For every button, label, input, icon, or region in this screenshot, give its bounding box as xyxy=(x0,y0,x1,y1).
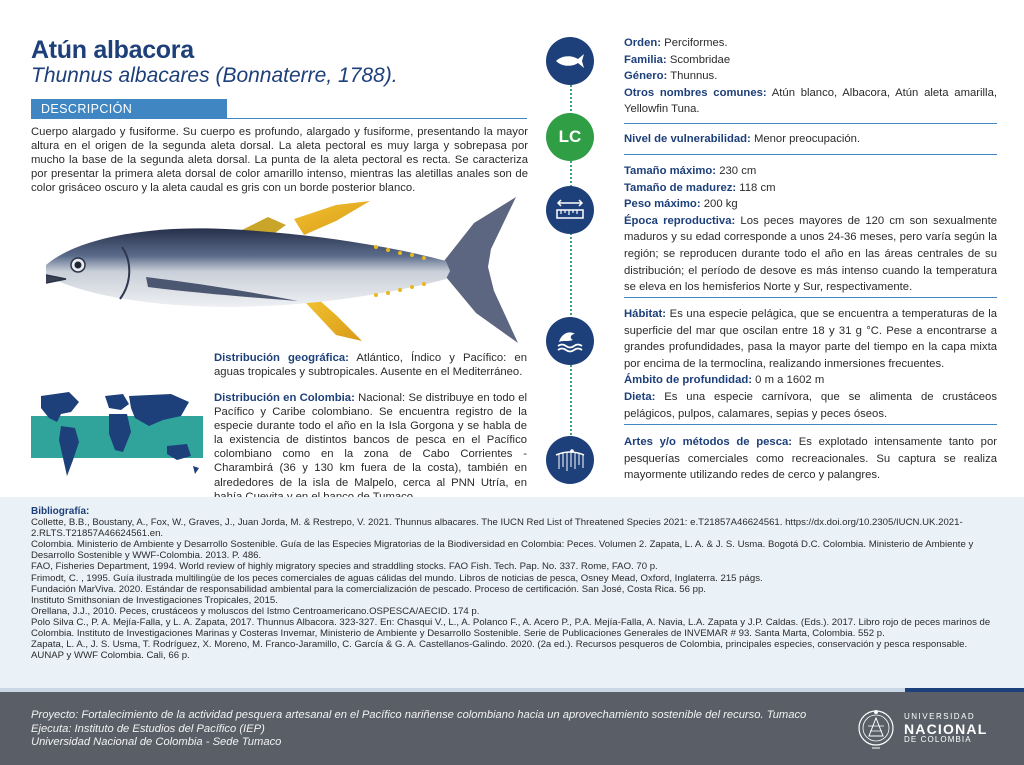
bibliography-entry: Collette, B.B., Boustany, A., Fox, W., Graves, J., Juan Jorda, M. & Restrepo, V. 2021. Thunnus albacares. The IUCN Red List of Threatened Species 2021: e.T21857A46624561. https://dx.doi.org/10.2305/IUCN.UK.2021-2.RLTS.T21857A46624561.en. xyxy=(31,517,963,540)
family-label: Familia: xyxy=(624,53,667,66)
bibliography-entry: Fundación MarViva. 2020. Estándar de responsabilidad ambiental para la comercialización de pescado. Proceso de certificación. San José, Costa Rica. 56 pp. xyxy=(31,583,706,595)
max-weight-label: Peso máximo: xyxy=(624,198,701,211)
fishing-value: Es explotado intensamente tanto por pesquerías comerciales como recreacionales. Su captura se realiza mayormente utilizando redes de cerco y palangres. xyxy=(624,436,997,482)
maturity-size-value: 118 cm xyxy=(736,181,776,194)
tuna-illustration xyxy=(36,195,526,345)
genus-value: Thunnus. xyxy=(667,70,718,83)
maturity-size-label: Tamaño de madurez: xyxy=(624,181,737,194)
order-row xyxy=(624,35,997,52)
caudal-fin-shape xyxy=(444,197,518,343)
habitat-value: Es una especie pelágica, que se encuentra a temperaturas de la superficie del mar que oscilan entre 18 y 31 g °C. Pese a encontrarse a grandes profundidades, pasa la mayor parte del tiempo en la capa mixta por encima de la termoclina, realizando inmersiones frecuentes. xyxy=(624,308,997,370)
max-size-value: 230 cm xyxy=(716,165,757,177)
geographic-distribution xyxy=(214,351,527,379)
diet-label: Dieta: xyxy=(624,390,656,403)
maturity-size-row xyxy=(624,180,997,197)
bibliography-entry: Orellana, J.J., 2010. Peces, crustáceos y moluscos del Istmo Centroamericano.OSPESCA/AECID. 174 p. xyxy=(31,605,480,617)
depth-label: Ámbito de profundidad: xyxy=(624,374,753,387)
divider-taxonomy xyxy=(624,123,997,124)
description-divider xyxy=(31,118,527,119)
family-value: Scombridae xyxy=(666,53,731,66)
bibliography-entry: Instituto Smithsonian de Investigaciones Tropicales, 2015. xyxy=(31,594,278,606)
university-line: Universidad Nacional de Colombia - Sede Tumaco xyxy=(31,736,282,749)
scientific-name: Thunnus albacares (Bonnaterre, 1788). xyxy=(31,64,398,87)
family-row xyxy=(624,52,997,69)
diet-row xyxy=(624,389,997,422)
reproduction-value: Los peces mayores de 120 cm son sexualmente maduros y su edad corresponde a unos 24-36 meses, pero varía según la región; se reproducen durante todo el año en las áreas centrales de su distribución; el período de desove es más intenso cuando la temperatura se eleva en los hemisferios Norte y Sur, respectivamente. xyxy=(624,214,997,294)
order-value: Perciformes. xyxy=(661,37,728,49)
description-text: Cuerpo alargado y fusiforme. Su cuerpo es profundo, alargado y fusiforme, presentando la mayor altura en el origen de la segunda aleta dorsal. La aleta pectoral es muy larga y sobrepasa por mucho la base de la segunda aleta dorsal. La punta de la aleta pectoral es recta. Se caracteriza por presentar la primera aleta dorsal de color amarillo intenso, mientras las aletillas anales son de color grisáceo oscuro y la aleta caudal es gris con un borde posterior blanco. xyxy=(31,126,528,195)
page-title: Atún albacora xyxy=(31,36,194,64)
geographic-distribution-value: Atlántico, Índico y Pacífico: en aguas tropicales y subtropicales. Ausente en el Mediterráneo. xyxy=(214,352,527,379)
bibliography-entry: Colombia. Ministerio de Ambiente y Desarrollo Sostenible. Guía de las Especies Migratorias de la Biodiversidad en Colombia: Peces. Volumen 2. Zapata, L. A. & J. S. Usma. Bogotá D.C. Colombia. Ministerio de Ambiente y Desarrollo Sostenible y WWF-Colombia. 2013. P. 486. xyxy=(31,539,974,562)
depth-row xyxy=(624,372,997,389)
max-weight-value: 200 kg xyxy=(700,198,738,211)
bibliography-entry: Polo Silva C., P. A. Mejía-Falla, y L. A. Zapata, 2017. Thunnus Albacora. 323-327. En: Chasqui V., L., A. Polanco F., A. Acero P., P.A. Mejía-Falla, A. Navia, L.A. Zapata y J.P. Caldas. (Eds.). 2017. Libro rojo de peces marinos de Colombia. Instituto de Investigaciones Marinas y Costeras Invemar, Ministerio de Ambiente y Desarrollo Sostenible. Serie de Publicaciones Generales de INVEMAR # 93. Santa Marta, Colombia. 552 p. xyxy=(31,616,991,640)
bibliography-entry: Frimodt, C. , 1995. Guía ilustrada multilingüe de los peces comerciales de aguas cálidas del mundo. Libros de noticias de pesca, Osney Mead, Oxford, Inglaterra. 215 págs. xyxy=(31,572,763,584)
geographic-distribution-label: Distribución geográfica: xyxy=(214,352,349,364)
habitat-label: Hábitat: xyxy=(624,308,667,320)
colombia-distribution-value: Nacional: Se distribuye en todo el Pacífico y Caribe colombiano. Se encuentra registro de la especie durante todo el año en la Isla Gorgona y se habla de la existencia de distintos bancos de pesca en el Pacífico colombiano como en la zona de Cabo Corrientes - Charambirá (36 y 130 km fuera de la costa), también en alrededores de la isla de Malpelo, cerca al PNN Utría, en xyxy=(214,392,527,489)
other-names-row xyxy=(624,85,997,118)
bibliography-entry: FAO, Fisheries Department, 1994. World review of highly migratory species and straddling stocks. FAO Fish. Tech. Pap. No. 337. Rome, FAO. 70 p. xyxy=(31,561,658,573)
reproduction-label: Época reproductiva: xyxy=(624,214,736,227)
divider-vulnerability xyxy=(624,154,997,155)
depth-value: 0 m a 1602 m xyxy=(752,374,825,387)
footer xyxy=(0,692,1024,765)
bibliography-entry: Zapata, L. A., J. S. Usma, T. Rodríguez, X. Moreno, M. Franco-Jaramillo, C. García & G. A. Castellanos-Galindo. 2020. (2a ed.). Recursos pesqueros de Colombia, principales especies, conservación y pesca responsable. AUNAP y WWF Colombia. Cali, 66 p. xyxy=(31,639,968,662)
vulnerability-status-code: LC xyxy=(558,127,582,146)
fishing-block xyxy=(624,434,997,484)
divider-biometrics xyxy=(624,297,997,298)
logo-line-3: DE COLOMBIA xyxy=(904,735,972,745)
university-seal-icon xyxy=(856,706,896,752)
wave-icon xyxy=(546,317,594,365)
fishing-gear-icon xyxy=(546,436,594,484)
university-logo-text xyxy=(904,713,987,744)
dorsal-fin-shape xyxy=(294,201,370,235)
university-logo xyxy=(856,704,1016,754)
biometrics-block xyxy=(624,163,997,296)
habitat-row xyxy=(624,306,997,372)
distribution-map xyxy=(31,388,203,483)
divider-habitat xyxy=(624,424,997,425)
taxonomy-block xyxy=(624,35,997,118)
anal-fin-shape xyxy=(306,299,362,341)
ruler-icon xyxy=(546,186,594,234)
vulnerability-value: Menor preocupación. xyxy=(750,133,861,145)
vulnerability-status-icon xyxy=(546,113,594,161)
genus-row xyxy=(624,68,997,85)
max-size-label: Tamaño máximo: xyxy=(624,165,717,177)
other-names-value: Atún blanco, Albacora, Atún aleta amarilla, Yellowfin Tuna. xyxy=(624,86,997,116)
logo-line-1: UNIVERSIDAD xyxy=(904,712,976,722)
genus-label: Género: xyxy=(624,70,668,83)
footer-credits xyxy=(31,709,806,750)
vulnerability-label: Nivel de vulnerabilidad: xyxy=(624,133,751,145)
fish-taxonomy-icon xyxy=(546,37,594,85)
fishing-label: Artes y/o métodos de pesca: xyxy=(624,436,793,448)
bibliography-list xyxy=(31,506,996,661)
max-size-row xyxy=(624,163,997,180)
habitat-block xyxy=(624,306,997,422)
project-line: Proyecto: Fortalecimiento de la actividad pesquera artesanal en el Pacífico nariñense colombiano hacia un aprovechamiento sostenible del recurso. Tumaco xyxy=(31,709,807,721)
order-label: Orden: xyxy=(624,37,662,49)
diet-value: Es una especie carnívora, que se alimenta de crustáceos pelágicos, pulpos, calamares, sepias y peces óseos. xyxy=(624,390,997,420)
other-names-label: Otros nombres comunes: xyxy=(624,86,767,99)
logo-line-2: NACIONAL xyxy=(904,720,988,737)
executor-line: Ejecuta: Instituto de Estudios del Pacífico (IEP) xyxy=(31,722,265,735)
vulnerability-block xyxy=(624,131,997,148)
colombia-distribution xyxy=(214,391,527,504)
max-weight-row xyxy=(624,196,997,213)
reproduction-row xyxy=(624,213,997,296)
bibliography-section xyxy=(0,497,1024,690)
colombia-distribution-label: Distribución en Colombia: xyxy=(214,392,355,404)
description-chip: DESCRIPCIÓN xyxy=(31,99,227,119)
bibliography-title: Bibliografía: xyxy=(31,506,90,517)
